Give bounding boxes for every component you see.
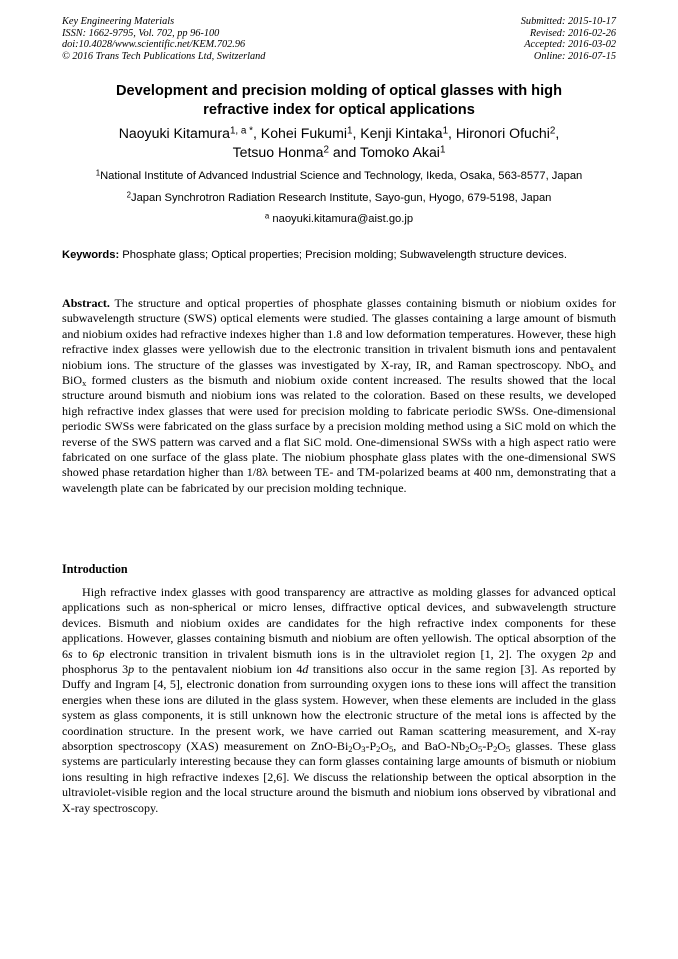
subscript: 2 xyxy=(348,744,353,755)
intro-text: O xyxy=(497,739,506,754)
italic-symbol: s xyxy=(68,646,73,661)
intro-text: O xyxy=(469,739,479,754)
email-sup: a xyxy=(264,211,270,221)
author-name: , Kenji Kintaka xyxy=(352,125,443,141)
intro-text: , and BaO-Nb xyxy=(393,739,466,754)
author-line-2 xyxy=(62,143,616,162)
author-list xyxy=(62,124,616,162)
keywords-block xyxy=(62,248,616,262)
subscript: 3 xyxy=(361,744,366,755)
author-sup: 1 xyxy=(346,125,353,137)
journal-meta xyxy=(62,16,265,62)
introduction-paragraph xyxy=(62,585,616,816)
email-link[interactable]: naoyuki.kitamura@aist.go.jp xyxy=(269,213,414,225)
paper-title xyxy=(62,82,616,120)
intro-text: High refractive index glasses with good transparency are attractive as molding glasses for advanced optical applications such as non-spherical or micro lenses, diffractive optical devices, and subwavelength structure devices. Bismuth and niobium oxides are candidates for the high refractive index components for these applications. However, glasses containing bismuth and niobium are often yellowish. The optical absorption of the 6 xyxy=(62,585,616,661)
affiliation-text: Japan Synchrotron Radiation Research Institute, Sayo-gun, Hyogo, 679-5198, Japan xyxy=(130,192,552,204)
abstract-block xyxy=(62,296,616,496)
intro-text: -P xyxy=(365,739,377,754)
intro-text: and phosphorus 3 xyxy=(62,646,616,677)
affiliation-text: National Institute of Advanced Industrial Science and Technology, Ikeda, Osaka, 563-8577, Japan xyxy=(100,170,583,182)
affiliation-sup: 2 xyxy=(126,190,131,200)
keywords-label: Keywords: xyxy=(62,249,120,261)
issn-line: ISSN: 1662-9795, Vol. 702, pp 96-100 xyxy=(62,27,220,39)
title-line-2: refractive index for optical applications xyxy=(203,102,475,118)
author-name: Tetsuo Honma xyxy=(232,144,324,160)
author-name: , Hironori Ofuchi xyxy=(448,125,550,141)
author-sup: 2 xyxy=(323,144,329,156)
subscript: x xyxy=(589,362,594,373)
intro-text: transitions also occur in the same region [3]. As reported by Duffy and Ingram [4, 5], electronic donation from surrounding oxygen ions to these ions will affect the transition energies when these ions are diluted in the glass system. However, when these elements are included in the glass system as glass components, it is still unknown how the electronic structure of the metal ions is affected by the coordination structure. In the present work, we have carried out Raman scattering measurement, and X-ray absorption spectroscopy (XAS) measurement on ZnO-Bi xyxy=(62,662,616,754)
intro-text: to the pentavalent niobium ion 4 xyxy=(134,662,303,677)
online-date: Online: 2016-07-15 xyxy=(533,50,616,62)
subscript: 5 xyxy=(478,744,483,755)
author-name: , Kohei Fukumi xyxy=(252,125,347,141)
intro-text: to 6 xyxy=(72,646,99,661)
email-line xyxy=(62,212,616,226)
author-sup: 1, a * xyxy=(229,125,253,137)
italic-symbol: p xyxy=(587,646,594,661)
revised-date: Revised: 2016-02-26 xyxy=(529,27,616,39)
title-line-1: Development and precision molding of optical glasses with high xyxy=(116,83,562,99)
subscript: 2 xyxy=(465,744,470,755)
copyright-line: © 2016 Trans Tech Publications Ltd, Switzerland xyxy=(62,50,266,62)
accepted-date: Accepted: 2016-03-02 xyxy=(524,39,616,51)
subscript: 5 xyxy=(505,744,511,755)
author-sup: 2 xyxy=(549,125,556,137)
author-name: and Tomoko Akai xyxy=(328,144,440,160)
submitted-date: Submitted: 2015-10-17 xyxy=(520,16,616,27)
subscript: 2 xyxy=(376,744,381,755)
subscript: x xyxy=(82,378,87,389)
dates-meta xyxy=(521,16,616,62)
affiliation-2 xyxy=(62,191,616,205)
italic-symbol: p xyxy=(98,646,105,661)
intro-text: glasses. These glass systems are particularly interesting because they can form glasses containing large amounts of bismuth or niobium ions resulting in high refractive indexes [2,6]. We discuss the relationship between the optical absorption in the ultraviolet-visible region and the local structure around the bismuth and niobium ions observed by vibrational and X-ray spectroscopy. xyxy=(62,739,616,815)
author-line-1 xyxy=(62,124,616,143)
italic-symbol: p xyxy=(128,662,135,677)
italic-symbol: d xyxy=(302,662,309,677)
author-sup: 1 xyxy=(439,144,446,156)
affiliation-sup: 1 xyxy=(95,168,101,178)
intro-text: O xyxy=(380,739,390,754)
author-separator: , xyxy=(555,125,560,141)
keywords-text: Phosphate glass; Optical properties; Precision molding; Subwavelength structure devices. xyxy=(119,249,567,261)
subscript: 2 xyxy=(493,744,498,755)
abstract-text: formed clusters as the bismuth and niobium oxide content increased. The results showed that the local structure around bismuth and niobium ions was related to the coloration. Based on these results, we developed high refractive index glasses that were used for precision molding to fabricate periodic SWSs. One-dimensional periodic SWSs were fabricated on the glass surface by a precision molding method using a SiC mold on which the reverse of the SWS pattern was carved and a flat SiC mold. One-dimensional SWSs with a high aspect ratio were fabricated on one surface of the glass plate. The niobium phosphate glass plates with the one-dimensional SWS showed phase retardation higher than 1/8λ between TE- and TM-polarized beams at 400 nm, demonstrating that a wavelength plate can be fabricated by our precision molding technique. xyxy=(62,373,616,495)
affiliation-1 xyxy=(62,169,616,183)
intro-text: -P xyxy=(482,739,494,754)
journal-name: Key Engineering Materials xyxy=(62,16,175,27)
abstract-text: The structure and optical properties of phosphate glasses containing bismuth or niobium oxides for subwavelength structure (SWS) optical elements were studied. The glasses containing a large amount of bismuth and niobium oxides had refractive indexes higher than 1.8 and low deformation temperatures. However, these high refractive index glasses were yellowish due to the electronic transition in trivalent bismuth ions and pentavalent niobium ions. The structure of the glasses was investigated by X-ray, IR, and Raman spectroscopy. NbO xyxy=(62,296,616,372)
intro-text: O xyxy=(352,739,362,754)
abstract-text: and BiO xyxy=(62,357,616,388)
intro-text: electronic transition in trivalent bismuth ions is in the ultraviolet region [1, 2]. The oxygen 2 xyxy=(104,646,588,661)
subscript: 5 xyxy=(389,744,394,755)
author-name: Naoyuki Kitamura xyxy=(118,125,230,141)
author-sup: 1 xyxy=(442,125,449,137)
abstract-label: Abstract. xyxy=(62,296,110,310)
introduction-heading: Introduction xyxy=(62,562,128,576)
doi-line: doi:10.4028/www.scientific.net/KEM.702.96 xyxy=(62,39,246,51)
